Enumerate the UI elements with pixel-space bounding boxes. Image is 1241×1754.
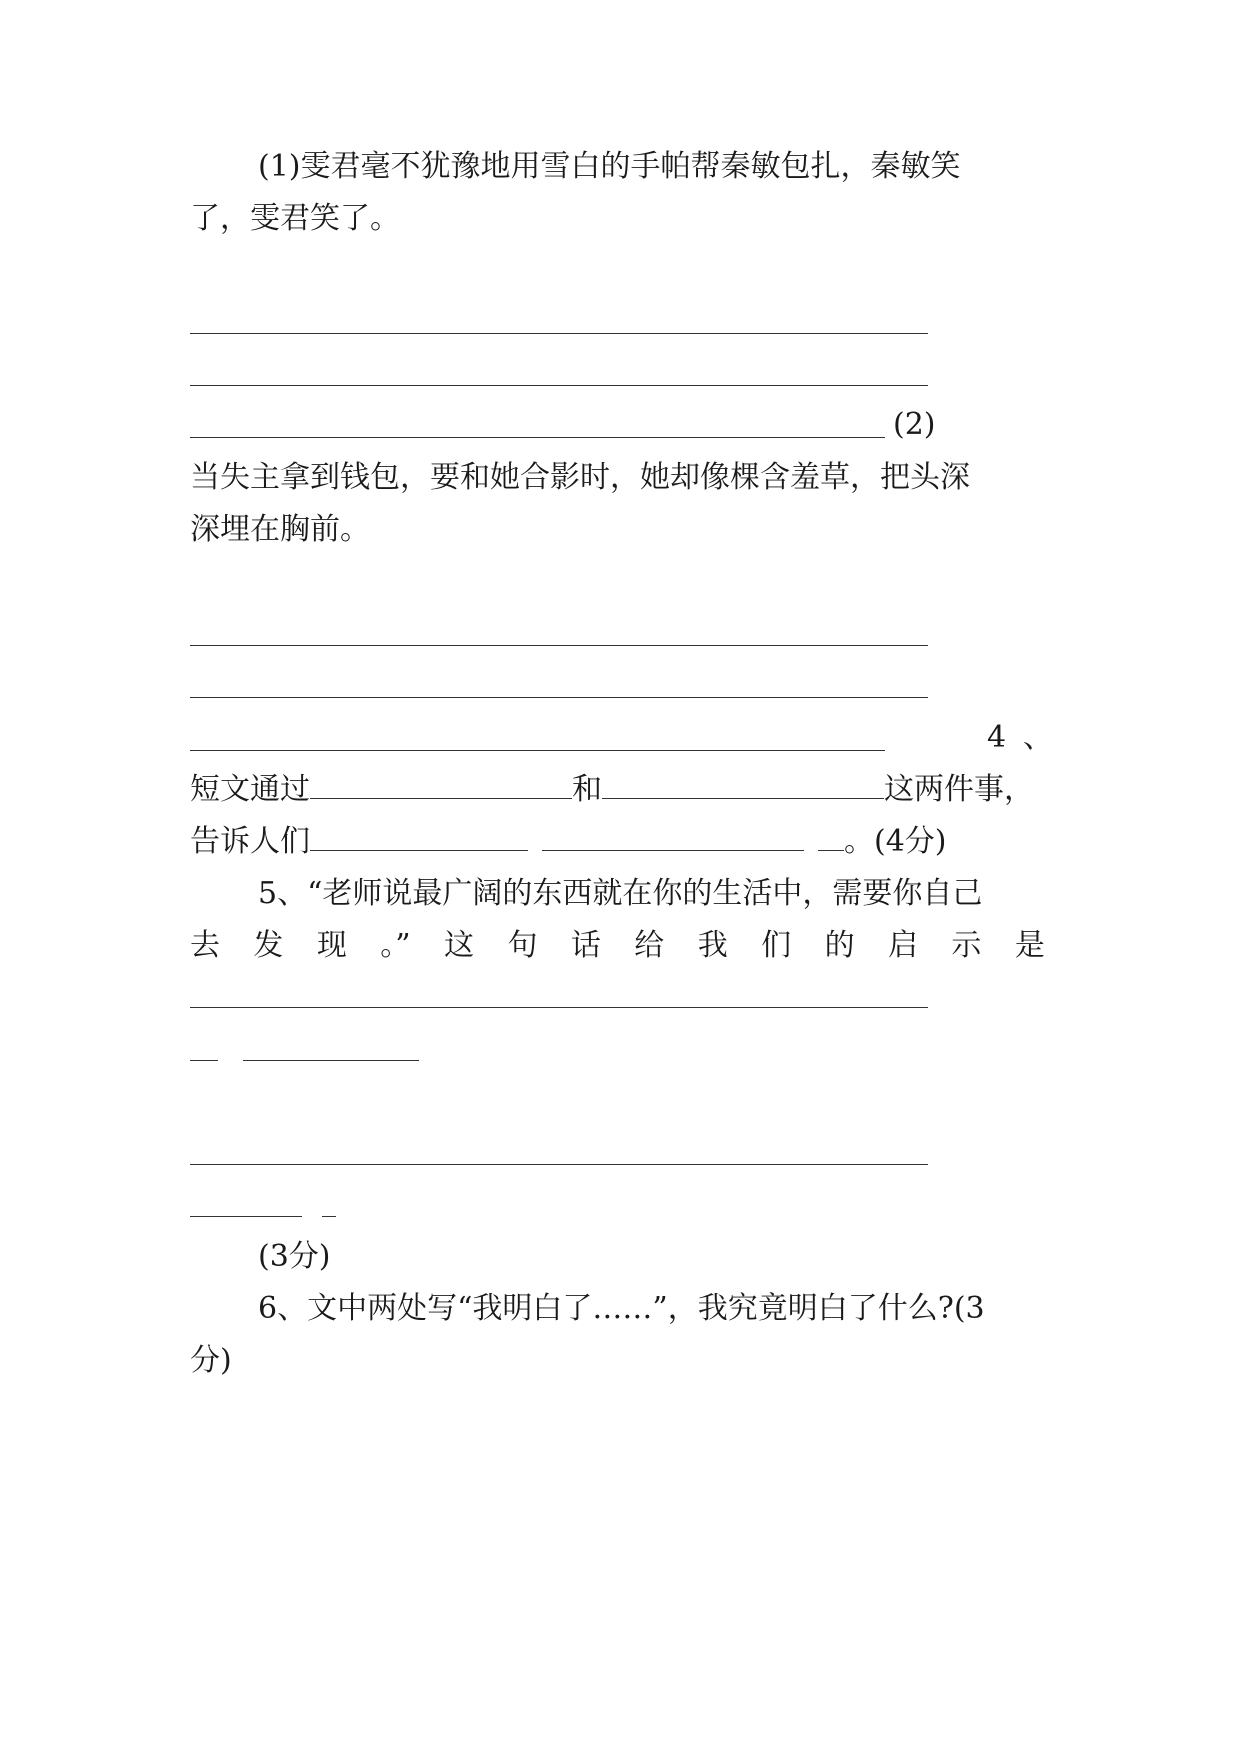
q6-line2: 分) [190, 1343, 232, 1378]
q5-char: 我 [697, 928, 728, 963]
q4-number: 4 [987, 720, 1007, 755]
answer-line[interactable] [190, 1216, 302, 1217]
q5-char: 这 [444, 928, 475, 963]
q5-char: 句 [507, 928, 538, 963]
q4-line2-prefix: 告诉人们 [190, 824, 310, 859]
answer-line[interactable] [190, 1007, 928, 1008]
q4-mid: 和 [572, 772, 602, 807]
answer-line[interactable] [190, 1164, 928, 1165]
q5-score: (3分) [258, 1239, 331, 1274]
q4-line2 [190, 822, 947, 862]
q5-char: 给 [634, 928, 665, 963]
q3-sentence2-line1: 当失主拿到钱包，要和她合影时，她却像棵含羞草，把头深 [190, 460, 970, 495]
answer-line[interactable] [190, 385, 928, 386]
blank-lesson-3[interactable] [818, 822, 844, 851]
answer-line[interactable] [190, 750, 885, 751]
q5-line1: 5、“老师说最广阔的东西就在你的生活中，需要你自己 [258, 876, 983, 911]
answer-line[interactable] [190, 697, 928, 698]
answer-line[interactable] [190, 437, 885, 438]
q4-line1 [190, 770, 1034, 810]
answer-line[interactable] [190, 333, 928, 334]
q5-char: 的 [824, 928, 855, 963]
q5-char: 话 [570, 928, 601, 963]
blank-event-2[interactable] [602, 770, 884, 799]
blank-lesson-1[interactable] [310, 822, 528, 851]
q3-sentence2-line2: 深埋在胸前。 [190, 512, 370, 547]
q3-sentence1-line2: 了，雯君笑了。 [190, 201, 400, 236]
answer-line[interactable] [243, 1060, 419, 1061]
q5-char: 现 [316, 928, 347, 963]
q5-char: 。” [380, 928, 411, 963]
q4-prefix: 短文通过 [190, 772, 310, 807]
blank-lesson-2[interactable] [542, 822, 804, 851]
q4-number-separator: 、 [1023, 720, 1053, 755]
q5-char: 去 [190, 928, 220, 963]
q6-line1: 6、文中两处写“我明白了……”，我究竟明白了什么?(3 [258, 1291, 985, 1326]
q3-sentence1-line1: (1)雯君毫不犹豫地用雪白的手帕帮秦敏包扎，秦敏笑 [258, 149, 961, 184]
answer-line[interactable] [322, 1216, 336, 1217]
q5-char: 示 [951, 928, 982, 963]
answer-line[interactable] [190, 645, 928, 646]
q5-char: 发 [253, 928, 284, 963]
q4-line2-end: 。(4分) [844, 824, 947, 859]
answer-line[interactable] [190, 1060, 218, 1061]
q5-char: 是 [1014, 928, 1045, 963]
q5-char: 启 [887, 928, 918, 963]
q3-sentence2-number: (2) [893, 407, 936, 442]
q5-char: 们 [761, 928, 792, 963]
q5-line2 [190, 926, 1045, 966]
blank-event-1[interactable] [310, 770, 572, 799]
q4-suffix: 这两件事， [884, 772, 1034, 807]
